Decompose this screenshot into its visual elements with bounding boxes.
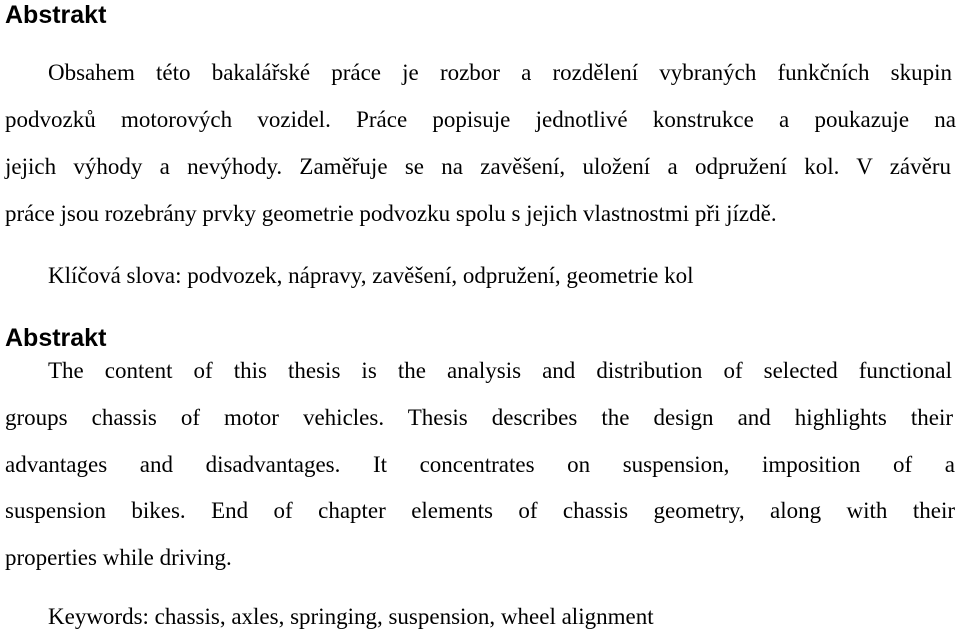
english-keywords: Keywords: chassis, axles, springing, suspension, wheel alignment xyxy=(48,604,654,629)
abstract-heading-english: Abstrakt xyxy=(5,324,107,352)
english-abstract-line-3: advantages and disadvantages. It concentrates on suspension, imposition of a xyxy=(5,452,955,477)
czech-abstract-line-2: podvozků motorových vozidel. Práce popisuje jednotlivé konstrukce a poukazuje na xyxy=(5,107,956,132)
english-abstract-line-1: The content of this thesis is the analysis and distribution of selected functional xyxy=(48,358,952,383)
czech-keywords: Klíčová slova: podvozek, nápravy, zavěšení, odpružení, geometrie kol xyxy=(48,263,694,288)
czech-abstract-line-1: Obsahem této bakalářské práce je rozbor a rozdělení vybraných funkčních skupin xyxy=(48,60,952,85)
abstract-heading-czech: Abstrakt xyxy=(5,1,107,29)
english-abstract-line-2: groups chassis of motor vehicles. Thesis describes the design and highlights their xyxy=(5,405,953,430)
english-abstract-line-5: properties while driving. xyxy=(5,545,232,570)
czech-abstract-line-3: jejich výhody a nevýhody. Zaměřuje se na zavěšení, uložení a odpružení kol. V závěru xyxy=(5,154,951,179)
czech-abstract-line-4: práce jsou rozebrány prvky geometrie podvozku spolu s jejich vlastnostmi při jízdě. xyxy=(5,201,777,226)
english-abstract-line-4: suspension bikes. End of chapter elements of chassis geometry, along with their xyxy=(5,498,955,523)
